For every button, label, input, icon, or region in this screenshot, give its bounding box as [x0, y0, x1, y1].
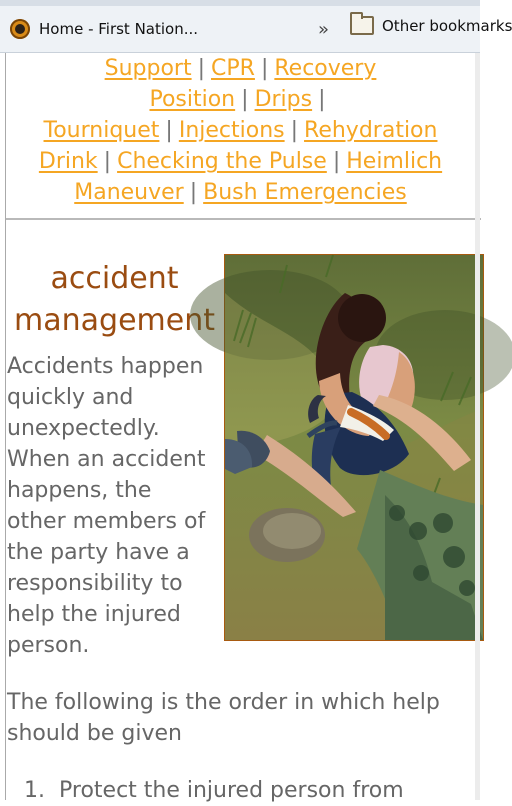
list-number: 1. [24, 778, 45, 803]
window-top-strip [0, 0, 480, 6]
intro-line: person. [7, 633, 90, 658]
nav-link-checking-the-pulse[interactable]: Checking the Pulse [117, 149, 327, 174]
bookmark-home[interactable] [10, 14, 198, 44]
intro-line: Accidents happen [7, 354, 204, 379]
first-aid-photo [224, 254, 484, 641]
nav-link-recovery[interactable]: Recovery [274, 56, 377, 81]
nav-separator: | [103, 149, 112, 174]
nav-separator: | [332, 149, 341, 174]
nav-separator: | [290, 118, 299, 143]
help-order-paragraph [7, 687, 467, 749]
nav-separator: | [197, 56, 206, 81]
list-item [24, 775, 464, 806]
nav-link-tourniquet[interactable]: Tourniquet [43, 118, 160, 143]
nav-line-1 [6, 53, 475, 84]
intro-line: happens, the [7, 478, 152, 503]
nav-line-5 [6, 177, 475, 208]
other-bookmarks-label[interactable]: Other bookmarks [382, 16, 512, 35]
nav-line-4 [6, 146, 475, 177]
help-order-line-1: The following is the order in which help [7, 690, 440, 715]
intro-line: responsibility to [7, 571, 183, 596]
page-title [6, 258, 223, 342]
nav-link-position[interactable]: Position [149, 87, 236, 112]
intro-line: When an accident [7, 447, 206, 472]
page-scroll-edge[interactable] [475, 53, 480, 800]
nav-separator: | [318, 87, 326, 112]
bookmark-title[interactable]: Home - First Nation... [39, 20, 199, 38]
nav-link-maneuver[interactable]: Maneuver [74, 180, 184, 205]
site-favicon-icon [10, 19, 30, 39]
nav-link-injections[interactable]: Injections [178, 118, 285, 143]
nav-link-bush-emergencies[interactable]: Bush Emergencies [203, 180, 407, 205]
nav-separator: | [165, 118, 173, 143]
nav-link-drips[interactable]: Drips [254, 87, 313, 112]
intro-paragraph [7, 351, 223, 661]
bookmarks-bar [0, 0, 512, 53]
topic-navigation [6, 53, 475, 208]
bookmark-overflow-icon[interactable]: » [318, 19, 330, 40]
intro-line: the party have a [7, 540, 190, 565]
nav-separator: | [189, 180, 198, 205]
help-order-line-2: should be given [7, 721, 182, 746]
list-text: Protect the injured person from [59, 778, 404, 803]
nav-link-drink[interactable]: Drink [38, 149, 98, 174]
folder-icon [350, 16, 374, 35]
other-bookmarks-button[interactable] [350, 16, 512, 35]
nav-separator: | [241, 87, 249, 112]
nav-separator: | [260, 56, 269, 81]
intro-line: help the injured [7, 602, 181, 627]
page-title-line-1: accident [50, 261, 179, 296]
intro-line: other members of [7, 509, 206, 534]
nav-link-support[interactable]: Support [104, 56, 192, 81]
page-content[interactable] [5, 53, 481, 803]
nav-line-3 [6, 115, 475, 146]
nav-link-rehydration[interactable]: Rehydration [304, 118, 438, 143]
intro-line: quickly and [7, 385, 134, 410]
page-title-line-2: management [14, 303, 215, 338]
nav-line-2 [6, 84, 475, 115]
nav-link-heimlich[interactable]: Heimlich [346, 149, 443, 174]
first-aid-photo-illustration [225, 255, 483, 640]
nav-link-cpr[interactable]: CPR [211, 56, 255, 81]
intro-line: unexpectedly. [7, 416, 160, 441]
horizontal-divider [6, 218, 481, 220]
